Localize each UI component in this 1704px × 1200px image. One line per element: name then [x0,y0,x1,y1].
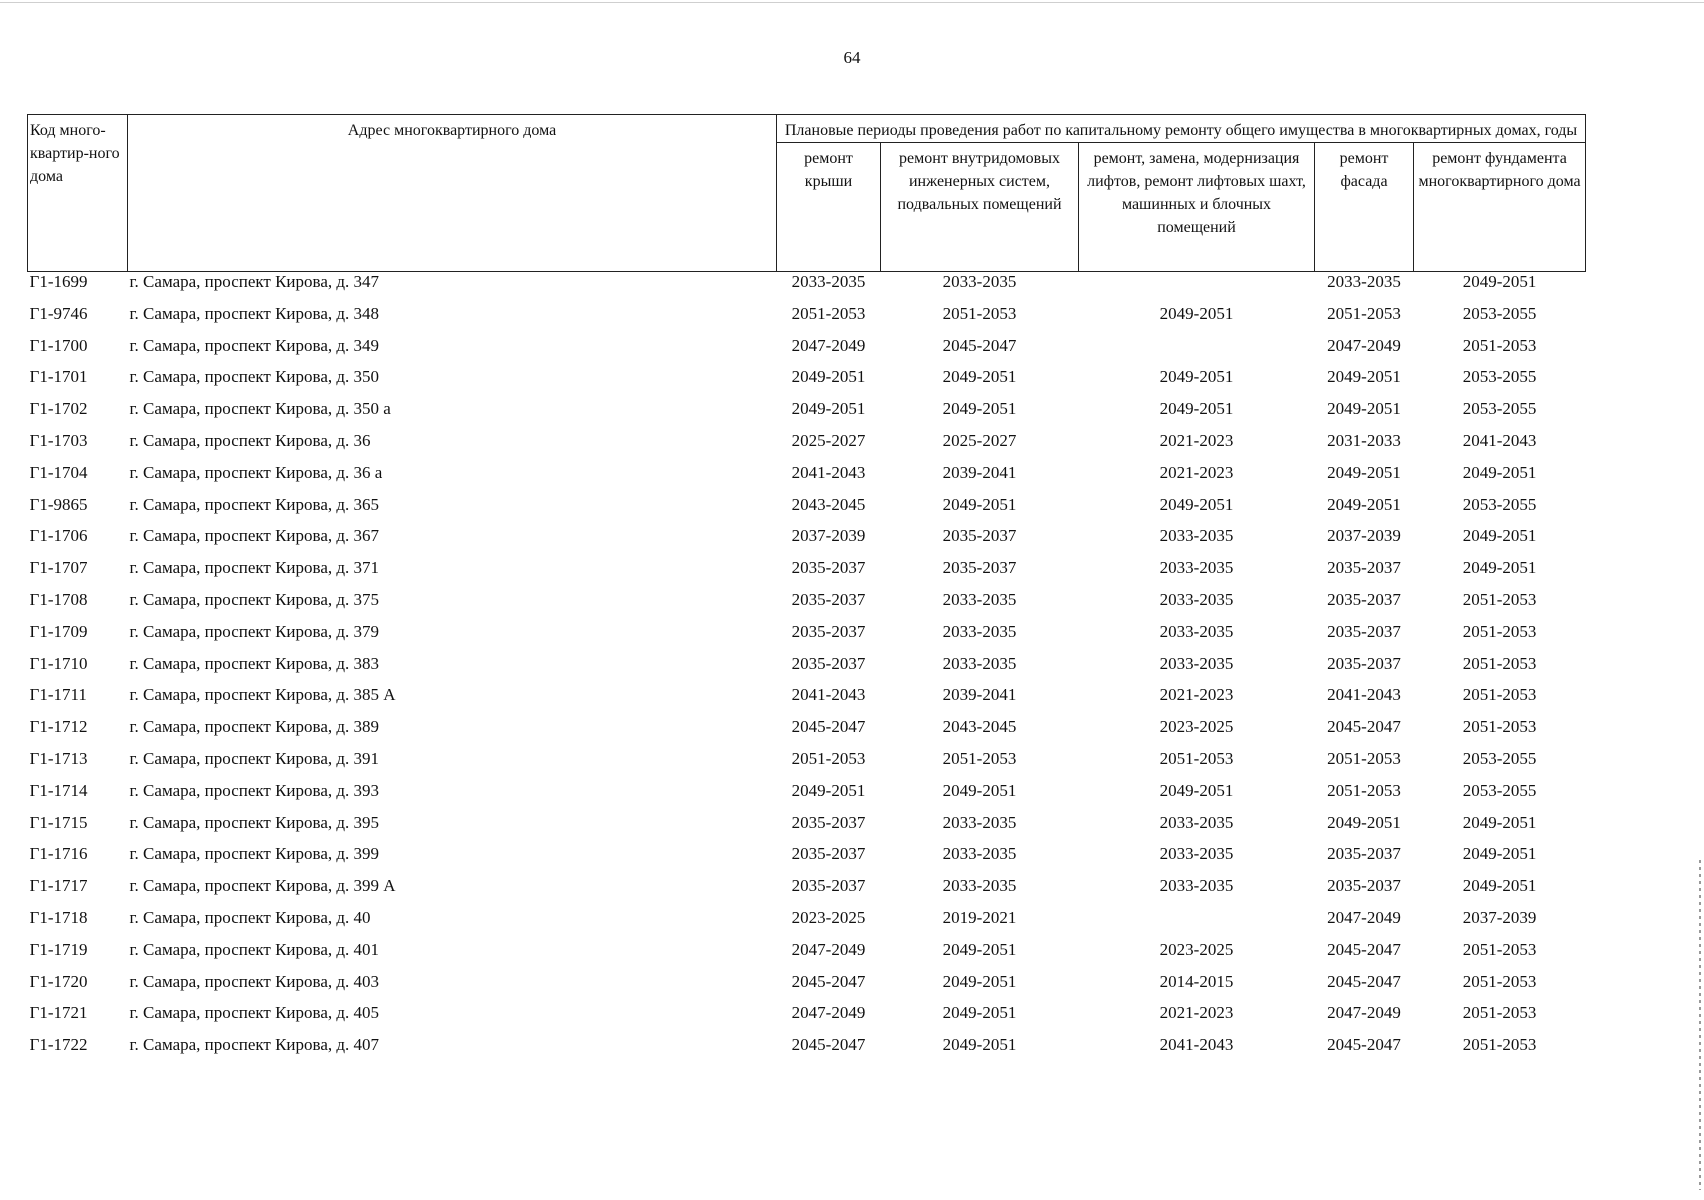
cell-building-code: Г1-9865 [29,494,88,514]
cell-building-code: Г1-1712 [29,717,88,737]
table-row [28,304,1586,336]
table-row [28,876,1586,908]
cell-roof-repair: 2035-2037 [791,621,866,641]
cell-address: г. Самара, проспект Кирова, д. 395 [129,812,380,832]
cell-roof-repair: 2047-2049 [791,1003,866,1023]
cell-engineering-repair: 2051-2053 [942,303,1017,323]
cell-facade-repair: 2045-2047 [1327,971,1401,991]
cell-facade-repair: 2035-2037 [1327,621,1401,641]
cell-elevator-repair: 2033-2035 [1159,653,1234,673]
table-row [28,749,1586,781]
cell-facade-repair: 2049-2051 [1327,399,1401,419]
table-row [28,654,1586,686]
cell-foundation-repair: 2049-2051 [1462,812,1537,832]
cell-engineering-repair: 2049-2051 [942,1003,1017,1023]
cell-roof-repair: 2051-2053 [791,748,866,768]
cell-facade-repair: 2035-2037 [1327,589,1401,609]
table-row [28,558,1586,590]
header-facade-repair: ремонт фасада [1315,143,1414,272]
cell-building-code: Г1-1703 [29,430,88,450]
table-header [28,115,1586,272]
cell-elevator-repair: 2041-2043 [1159,1035,1234,1055]
cell-foundation-repair: 2051-2053 [1462,685,1537,705]
cell-building-code: Г1-1701 [29,367,88,387]
cell-foundation-repair: 2051-2053 [1462,1035,1537,1055]
table-row [28,336,1586,368]
cell-foundation-repair: 2037-2039 [1462,907,1537,927]
cell-elevator-repair: 2049-2051 [1159,399,1234,419]
cell-building-code: Г1-1708 [29,589,88,609]
cell-facade-repair: 2035-2037 [1327,844,1401,864]
cell-engineering-repair: 2039-2041 [942,685,1017,705]
table-row [28,717,1586,749]
cell-facade-repair: 2031-2033 [1327,430,1401,450]
header-engineering-repair: ремонт внутридомовых инженерных систем, подвальных помещений [881,143,1079,272]
table-row [28,940,1586,972]
cell-roof-repair: 2025-2027 [791,430,866,450]
cell-building-code: Г1-1709 [29,621,88,641]
cell-engineering-repair: 2045-2047 [942,335,1017,355]
cell-facade-repair: 2047-2049 [1327,1003,1401,1023]
cell-building-code: Г1-1699 [29,272,88,291]
table-row [28,431,1586,463]
scan-edge [0,2,1704,3]
cell-foundation-repair: 2051-2053 [1462,939,1537,959]
cell-roof-repair: 2023-2025 [791,907,866,927]
cell-address: г. Самара, проспект Кирова, д. 367 [129,526,380,546]
cell-address: г. Самара, проспект Кирова, д. 375 [129,589,380,609]
cell-engineering-repair: 2039-2041 [942,462,1017,482]
table-row [28,272,1586,304]
cell-elevator-repair: 2049-2051 [1159,780,1234,800]
scan-edge-marks [1699,860,1701,1190]
cell-foundation-repair: 2049-2051 [1462,558,1537,578]
cell-engineering-repair: 2019-2021 [942,907,1017,927]
cell-foundation-repair: 2049-2051 [1462,526,1537,546]
cell-engineering-repair: 2049-2051 [942,367,1017,387]
cell-address: г. Самара, проспект Кирова, д. 349 [129,335,380,355]
cell-address: г. Самара, проспект Кирова, д. 347 [129,272,380,291]
cell-address: г. Самара, проспект Кирова, д. 393 [129,780,380,800]
cell-facade-repair: 2049-2051 [1327,812,1401,832]
table-row [28,1035,1586,1067]
cell-elevator-repair: 2021-2023 [1159,462,1234,482]
cell-engineering-repair: 2033-2035 [942,272,1017,291]
cell-roof-repair: 2035-2037 [791,558,866,578]
cell-facade-repair: 2045-2047 [1327,939,1401,959]
cell-roof-repair: 2045-2047 [791,717,866,737]
cell-elevator-repair [1079,908,1315,940]
cell-building-code: Г1-1721 [29,1003,88,1023]
table-body [28,272,1586,1067]
cell-foundation-repair: 2051-2053 [1462,589,1537,609]
cell-facade-repair: 2051-2053 [1327,748,1401,768]
cell-building-code: Г1-1720 [29,971,88,991]
cell-foundation-repair: 2051-2053 [1462,653,1537,673]
cell-roof-repair: 2035-2037 [791,589,866,609]
cell-building-code: Г1-1711 [29,685,87,705]
header-elevator-repair: ремонт, замена, модернизация лифтов, ремонт лифтовых шахт, машинных и блочных помещений [1079,143,1315,272]
cell-foundation-repair: 2053-2055 [1462,303,1537,323]
cell-building-code: Г1-1706 [29,526,88,546]
cell-address: г. Самара, проспект Кирова, д. 389 [129,717,380,737]
cell-building-code: Г1-1700 [29,335,88,355]
cell-engineering-repair: 2043-2045 [942,717,1017,737]
cell-elevator-repair: 2021-2023 [1159,430,1234,450]
cell-address: г. Самара, проспект Кирова, д. 403 [129,971,380,991]
cell-foundation-repair: 2049-2051 [1462,272,1537,291]
cell-engineering-repair: 2049-2051 [942,971,1017,991]
cell-elevator-repair: 2014-2015 [1159,971,1234,991]
cell-elevator-repair [1079,336,1315,368]
cell-elevator-repair: 2049-2051 [1159,494,1234,514]
cell-building-code: Г1-1719 [29,939,88,959]
cell-elevator-repair: 2033-2035 [1159,526,1234,546]
cell-address: г. Самара, проспект Кирова, д. 383 [129,653,380,673]
cell-address: г. Самара, проспект Кирова, д. 348 [129,303,380,323]
cell-address: г. Самара, проспект Кирова, д. 371 [129,558,380,578]
cell-building-code: Г1-1713 [29,748,88,768]
cell-engineering-repair: 2049-2051 [942,780,1017,800]
cell-roof-repair: 2035-2037 [791,812,866,832]
table-row [28,781,1586,813]
table-row [28,622,1586,654]
cell-foundation-repair: 2049-2051 [1462,844,1537,864]
cell-roof-repair: 2045-2047 [791,971,866,991]
cell-facade-repair: 2051-2053 [1327,303,1401,323]
cell-elevator-repair [1079,272,1315,304]
cell-elevator-repair: 2033-2035 [1159,558,1234,578]
cell-elevator-repair: 2023-2025 [1159,939,1234,959]
cell-engineering-repair: 2049-2051 [942,399,1017,419]
cell-facade-repair: 2049-2051 [1327,494,1401,514]
cell-foundation-repair: 2051-2053 [1462,621,1537,641]
cell-facade-repair: 2037-2039 [1327,526,1401,546]
table-row [28,526,1586,558]
cell-address: г. Самара, проспект Кирова, д. 379 [129,621,380,641]
cell-elevator-repair: 2021-2023 [1159,685,1234,705]
cell-building-code: Г1-1702 [29,399,88,419]
cell-roof-repair: 2045-2047 [791,1035,866,1055]
cell-building-code: Г1-1707 [29,558,88,578]
cell-facade-repair: 2049-2051 [1327,462,1401,482]
cell-address: г. Самара, проспект Кирова, д. 401 [129,939,380,959]
cell-address: г. Самара, проспект Кирова, д. 385 А [129,685,396,705]
cell-foundation-repair: 2049-2051 [1462,876,1537,896]
cell-facade-repair: 2035-2037 [1327,876,1401,896]
cell-elevator-repair: 2033-2035 [1159,844,1234,864]
cell-address: г. Самара, проспект Кирова, д. 399 [129,844,380,864]
cell-facade-repair: 2047-2049 [1327,335,1401,355]
cell-foundation-repair: 2051-2053 [1462,717,1537,737]
table-row [28,1003,1586,1035]
header-foundation-repair: ремонт фундамента многоквартирного дома [1414,143,1586,272]
cell-roof-repair: 2047-2049 [791,939,866,959]
table-row [28,367,1586,399]
cell-facade-repair: 2041-2043 [1327,685,1401,705]
cell-foundation-repair: 2053-2055 [1462,780,1537,800]
page-number: 64 [843,48,861,67]
cell-foundation-repair: 2051-2053 [1462,971,1537,991]
cell-roof-repair: 2047-2049 [791,335,866,355]
header-building-code: Код много-квартир-ного дома [28,115,128,272]
cell-foundation-repair: 2049-2051 [1462,462,1537,482]
cell-elevator-repair: 2033-2035 [1159,812,1234,832]
repair-schedule-table [27,114,1586,1067]
cell-roof-repair: 2049-2051 [791,399,866,419]
table-row [28,844,1586,876]
cell-engineering-repair: 2049-2051 [942,1035,1017,1055]
cell-building-code: Г1-1704 [29,462,88,482]
cell-address: г. Самара, проспект Кирова, д. 350 [129,367,380,387]
cell-engineering-repair: 2033-2035 [942,876,1017,896]
table-row [28,590,1586,622]
cell-engineering-repair: 2025-2027 [942,430,1017,450]
cell-elevator-repair: 2033-2035 [1159,876,1234,896]
cell-elevator-repair: 2021-2023 [1159,1003,1234,1023]
cell-building-code: Г1-1716 [29,844,88,864]
cell-facade-repair: 2047-2049 [1327,907,1401,927]
cell-elevator-repair: 2049-2051 [1159,303,1234,323]
cell-engineering-repair: 2033-2035 [942,621,1017,641]
cell-roof-repair: 2035-2037 [791,844,866,864]
cell-building-code: Г1-1718 [29,907,88,927]
cell-roof-repair: 2049-2051 [791,367,866,387]
cell-address: г. Самара, проспект Кирова, д. 407 [129,1035,380,1055]
cell-building-code: Г1-9746 [29,303,88,323]
cell-roof-repair: 2041-2043 [791,685,866,705]
cell-facade-repair: 2045-2047 [1327,1035,1401,1055]
cell-elevator-repair: 2033-2035 [1159,589,1234,609]
cell-foundation-repair: 2041-2043 [1462,430,1537,450]
table-row [28,463,1586,495]
cell-engineering-repair: 2049-2051 [942,494,1017,514]
cell-roof-repair: 2037-2039 [791,526,866,546]
cell-building-code: Г1-1722 [29,1035,88,1055]
cell-elevator-repair: 2049-2051 [1159,367,1234,387]
table-row [28,813,1586,845]
header-planned-periods: Плановые периоды проведения работ по капитальному ремонту общего имущества в многоквартирных домах, годы [777,115,1586,143]
cell-roof-repair: 2051-2053 [791,303,866,323]
cell-building-code: Г1-1715 [29,812,88,832]
table-row [28,972,1586,1004]
table-row [28,908,1586,940]
cell-facade-repair: 2051-2053 [1327,780,1401,800]
cell-engineering-repair: 2033-2035 [942,589,1017,609]
cell-roof-repair: 2041-2043 [791,462,866,482]
cell-foundation-repair: 2051-2053 [1462,335,1537,355]
cell-address: г. Самара, проспект Кирова, д. 36 [129,430,371,450]
cell-foundation-repair: 2053-2055 [1462,399,1537,419]
cell-roof-repair: 2043-2045 [791,494,866,514]
cell-address: г. Самара, проспект Кирова, д. 365 [129,494,380,514]
cell-facade-repair: 2045-2047 [1327,717,1401,737]
cell-address: г. Самара, проспект Кирова, д. 40 [129,907,371,927]
cell-elevator-repair: 2051-2053 [1159,748,1234,768]
cell-engineering-repair: 2049-2051 [942,939,1017,959]
cell-building-code: Г1-1710 [29,653,88,673]
cell-roof-repair: 2049-2051 [791,780,866,800]
cell-elevator-repair: 2023-2025 [1159,717,1234,737]
table-row [28,495,1586,527]
cell-foundation-repair: 2053-2055 [1462,748,1537,768]
header-address: Адрес многоквартирного дома [128,115,777,272]
header-roof-repair: ремонт крыши [777,143,881,272]
table-row [28,685,1586,717]
cell-engineering-repair: 2035-2037 [942,558,1017,578]
cell-facade-repair: 2049-2051 [1327,367,1401,387]
cell-facade-repair: 2033-2035 [1327,272,1401,291]
cell-elevator-repair: 2033-2035 [1159,621,1234,641]
cell-foundation-repair: 2053-2055 [1462,494,1537,514]
cell-building-code: Г1-1714 [29,780,88,800]
cell-address: г. Самара, проспект Кирова, д. 405 [129,1003,380,1023]
cell-address: г. Самара, проспект Кирова, д. 391 [129,748,380,768]
cell-engineering-repair: 2035-2037 [942,526,1017,546]
cell-facade-repair: 2035-2037 [1327,653,1401,673]
cell-address: г. Самара, проспект Кирова, д. 399 А [129,876,396,896]
cell-foundation-repair: 2051-2053 [1462,1003,1537,1023]
cell-roof-repair: 2035-2037 [791,876,866,896]
table-row [28,399,1586,431]
cell-roof-repair: 2035-2037 [791,653,866,673]
cell-facade-repair: 2035-2037 [1327,558,1401,578]
cell-foundation-repair: 2053-2055 [1462,367,1537,387]
cell-engineering-repair: 2033-2035 [942,653,1017,673]
cell-engineering-repair: 2033-2035 [942,812,1017,832]
cell-engineering-repair: 2033-2035 [942,844,1017,864]
cell-address: г. Самара, проспект Кирова, д. 36 а [129,462,383,482]
cell-engineering-repair: 2051-2053 [942,748,1017,768]
cell-roof-repair: 2033-2035 [791,272,866,291]
cell-building-code: Г1-1717 [29,876,88,896]
cell-address: г. Самара, проспект Кирова, д. 350 а [129,399,391,419]
